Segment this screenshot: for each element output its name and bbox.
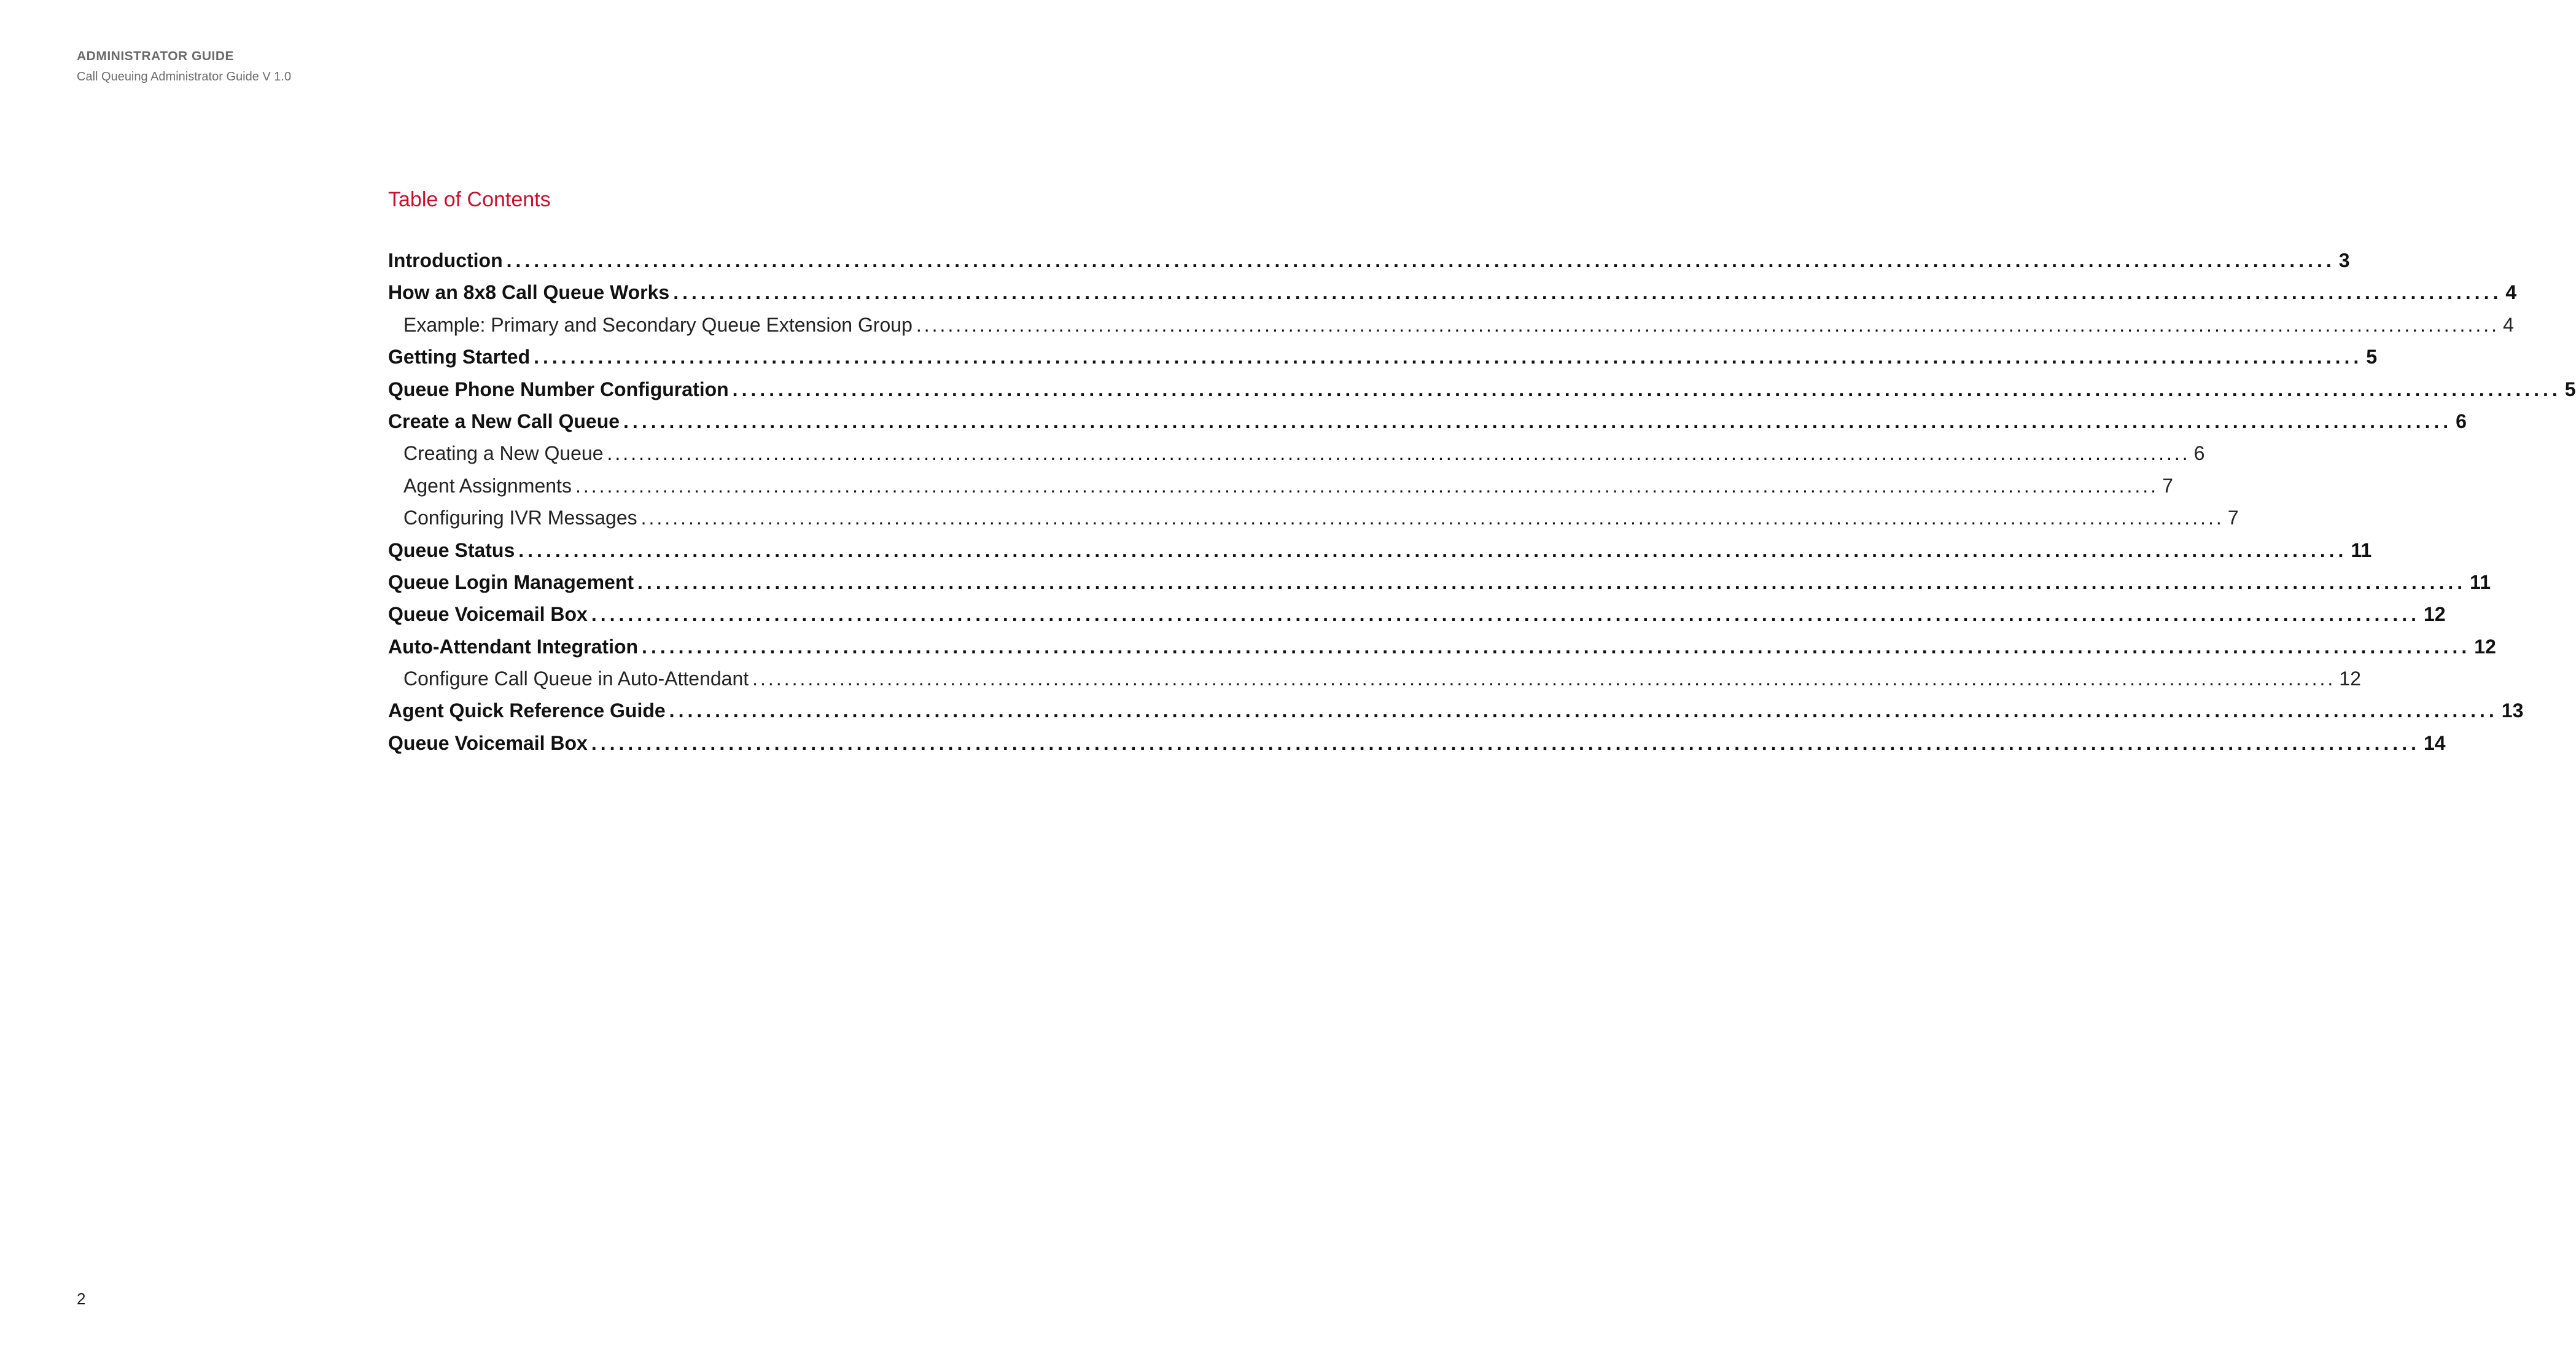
toc-entry-label: Queue Voicemail Box [388, 731, 588, 754]
toc-entry-label: Creating a New Queue [403, 442, 604, 465]
table-of-contents [388, 184, 2576, 759]
toc-dot-leader: ........................................................................................................................................................................................................ [642, 635, 2471, 658]
toc-entry-label: Agent Quick Reference Guide [388, 699, 666, 722]
toc-title: Table of Contents [388, 188, 551, 211]
toc-entry[interactable] [388, 566, 2491, 598]
toc-entry-label: Queue Login Management [388, 570, 634, 593]
toc-entry[interactable] [388, 663, 2361, 695]
toc-dot-leader: ........................................................................................................................................................................................................ [637, 570, 2467, 593]
toc-entry[interactable] [388, 276, 2517, 308]
toc-entry-page: 11 [2351, 539, 2372, 561]
toc-dot-leader: ........................................................................................................................................................................................................ [591, 731, 2420, 754]
toc-dot-leader: ........................................................................................................................................................................................................ [752, 668, 2336, 690]
toc-entry-label: Getting Started [388, 346, 531, 368]
toc-entry-page: 4 [2505, 281, 2517, 304]
toc-entry[interactable] [388, 244, 2350, 276]
toc-entry-label: Introduction [388, 249, 503, 271]
toc-entry[interactable] [388, 470, 2173, 502]
toc-entry[interactable] [388, 373, 2576, 405]
toc-entry[interactable] [388, 309, 2514, 341]
toc-entry-page: 7 [2227, 507, 2239, 529]
toc-entry-label: Example: Primary and Secondary Queue Extension Group [403, 313, 912, 336]
toc-entry[interactable] [388, 695, 2524, 726]
toc-dot-leader: ........................................................................................................................................................................................................ [673, 281, 2502, 304]
toc-entry-page: 5 [2366, 346, 2378, 368]
toc-dot-leader: ........................................................................................................................................................................................................ [607, 442, 2190, 465]
toc-dot-leader: ........................................................................................................................................................................................................ [534, 346, 2363, 368]
toc-dot-leader: ........................................................................................................................................................................................................ [623, 410, 2453, 432]
toc-dot-leader: ........................................................................................................................................................................................................ [506, 249, 2335, 271]
toc-entry-page: 12 [2423, 603, 2446, 626]
toc-entry[interactable] [388, 727, 2446, 759]
toc-entry-page: 5 [2564, 378, 2576, 400]
toc-entry-page: 6 [2193, 442, 2205, 465]
toc-entry-label: Agent Assignments [403, 474, 572, 497]
toc-entry-page: 12 [2339, 668, 2361, 690]
toc-dot-leader: ........................................................................................................................................................................................................ [575, 474, 2159, 497]
toc-entry[interactable] [388, 437, 2205, 469]
toc-entry[interactable] [388, 405, 2467, 437]
toc-entry[interactable] [388, 534, 2372, 566]
toc-dot-leader: ........................................................................................................................................................................................................ [640, 507, 2224, 529]
toc-entry-page: 14 [2423, 731, 2446, 754]
toc-entry-page: 4 [2503, 313, 2514, 336]
toc-entry-label: Configuring IVR Messages [403, 507, 637, 529]
toc-entry-label: Auto-Attendant Integration [388, 635, 639, 658]
header-subtitle: Call Queuing Administrator Guide V 1.0 [77, 70, 292, 84]
toc-entry-page: 6 [2456, 410, 2467, 432]
toc-entry[interactable] [388, 631, 2496, 663]
toc-entry-label: Create a New Call Queue [388, 410, 620, 432]
toc-entry-page: 13 [2501, 699, 2524, 722]
toc-dot-leader: ........................................................................................................................................................................................................ [669, 699, 2498, 722]
toc-entry-page: 3 [2338, 249, 2350, 271]
header-title: ADMINISTRATOR GUIDE [77, 49, 235, 63]
toc-entry[interactable] [388, 598, 2446, 630]
toc-entry-page: 7 [2162, 474, 2173, 497]
toc-entry[interactable] [388, 502, 2239, 534]
toc-entry-page: 12 [2474, 635, 2496, 658]
toc-entry-label: How an 8x8 Call Queue Works [388, 281, 670, 304]
toc-dot-leader: ........................................................................................................................................................................................................ [591, 603, 2420, 626]
page-number: 2 [77, 1290, 86, 1308]
toc-entry-label: Queue Voicemail Box [388, 603, 588, 626]
toc-entry-label: Queue Status [388, 539, 515, 561]
toc-dot-leader: ........................................................................................................................................................................................................ [916, 313, 2499, 336]
toc-entry[interactable] [388, 341, 2378, 373]
toc-list [388, 244, 2576, 759]
document-header [77, 48, 291, 86]
toc-dot-leader: ........................................................................................................................................................................................................ [518, 539, 2348, 561]
toc-entry-label: Queue Phone Number Configuration [388, 378, 729, 400]
toc-entry-page: 11 [2470, 570, 2491, 593]
toc-dot-leader: ........................................................................................................................................................................................................ [732, 378, 2561, 400]
toc-entry-label: Configure Call Queue in Auto-Attendant [403, 668, 749, 690]
